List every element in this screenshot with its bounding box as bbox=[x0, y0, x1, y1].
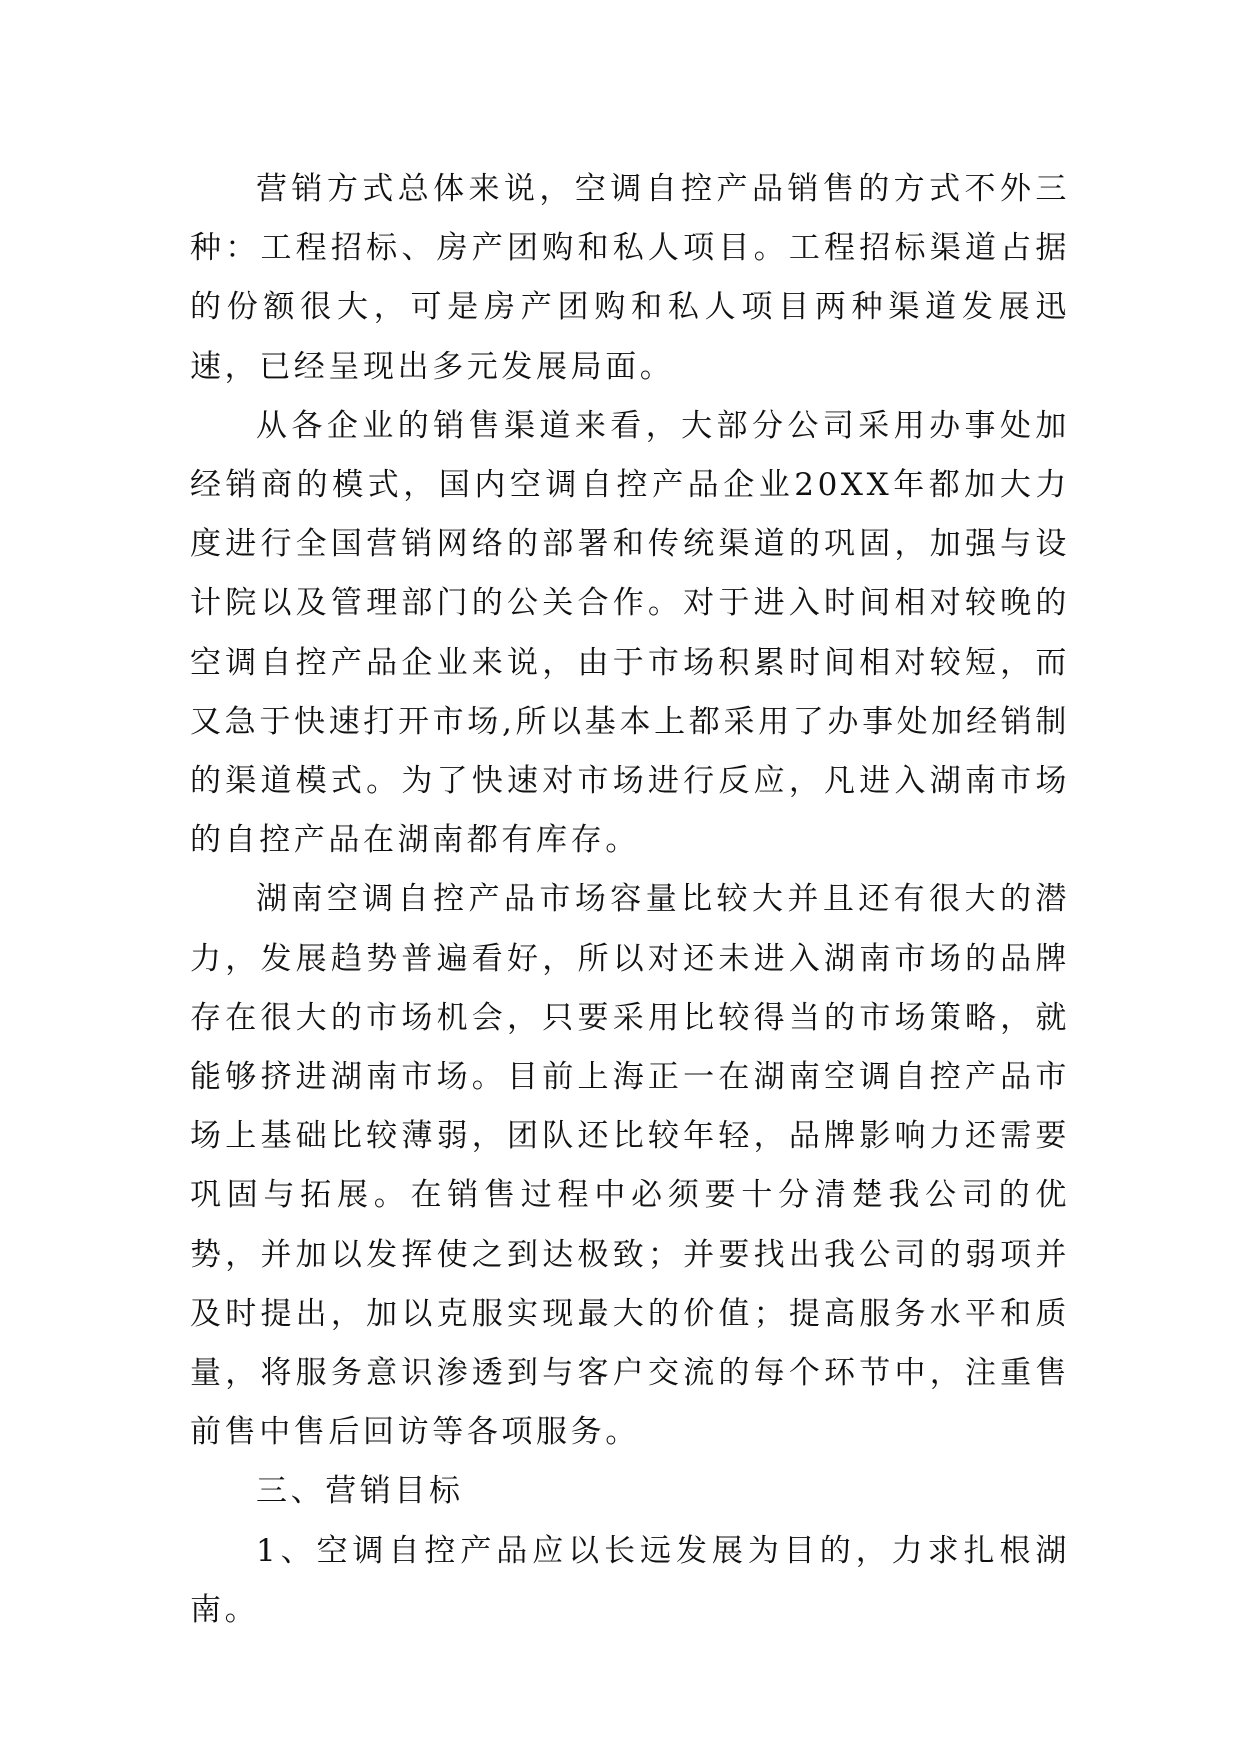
document-body bbox=[190, 160, 1070, 1640]
paragraph-sales-channels: 从各企业的销售渠道来看，大部分公司采用办事处加经销商的模式，国内空调自控产品企业20XX年都加大力度进行全国营销网络的部署和传统渠道的巩固，加强与设计院以及管理部门的公关合作。对于进入时间相对较晚的空调自控产品企业来说，由于市场积累时间相对较短，而又急于快速打开市场,所以基本上都采用了办事处加经销制的渠道模式。为了快速对市场进行反应，凡进入湖南市场的自控产品在湖南都有库存。 bbox=[190, 407, 1070, 859]
section-heading-marketing-goals: 三、营销目标 bbox=[256, 1473, 464, 1510]
paragraph-goal-1: 1、空调自控产品应以长远发展为目的，力求扎根湖南。 bbox=[190, 1532, 1070, 1628]
paragraph-marketing-methods: 营销方式总体来说，空调自控产品销售的方式不外三种：工程招标、房产团购和私人项目。工程招标渠道占据的份额很大，可是房产团购和私人项目两种渠道发展迅速，已经呈现出多元发展局面。 bbox=[190, 171, 1070, 385]
paragraph-hunan-market: 湖南空调自控产品市场容量比较大并且还有很大的潜力，发展趋势普遍看好，所以对还未进入湖南市场的品牌存在很大的市场机会，只要采用比较得当的市场策略，就能够挤进湖南市场。目前上海正一在湖南空调自控产品市场上基础比较薄弱，团队还比较年轻，品牌影响力还需要巩固与拓展。在销售过程中必须要十分清楚我公司的优势，并加以发挥使之到达极致；并要找出我公司的弱项并及时提出，加以克服实现最大的价值；提高服务水平和质量，将服务意识渗透到与客户交流的每个环节中，注重售前售中售后回访等各项服务。 bbox=[190, 881, 1070, 1451]
